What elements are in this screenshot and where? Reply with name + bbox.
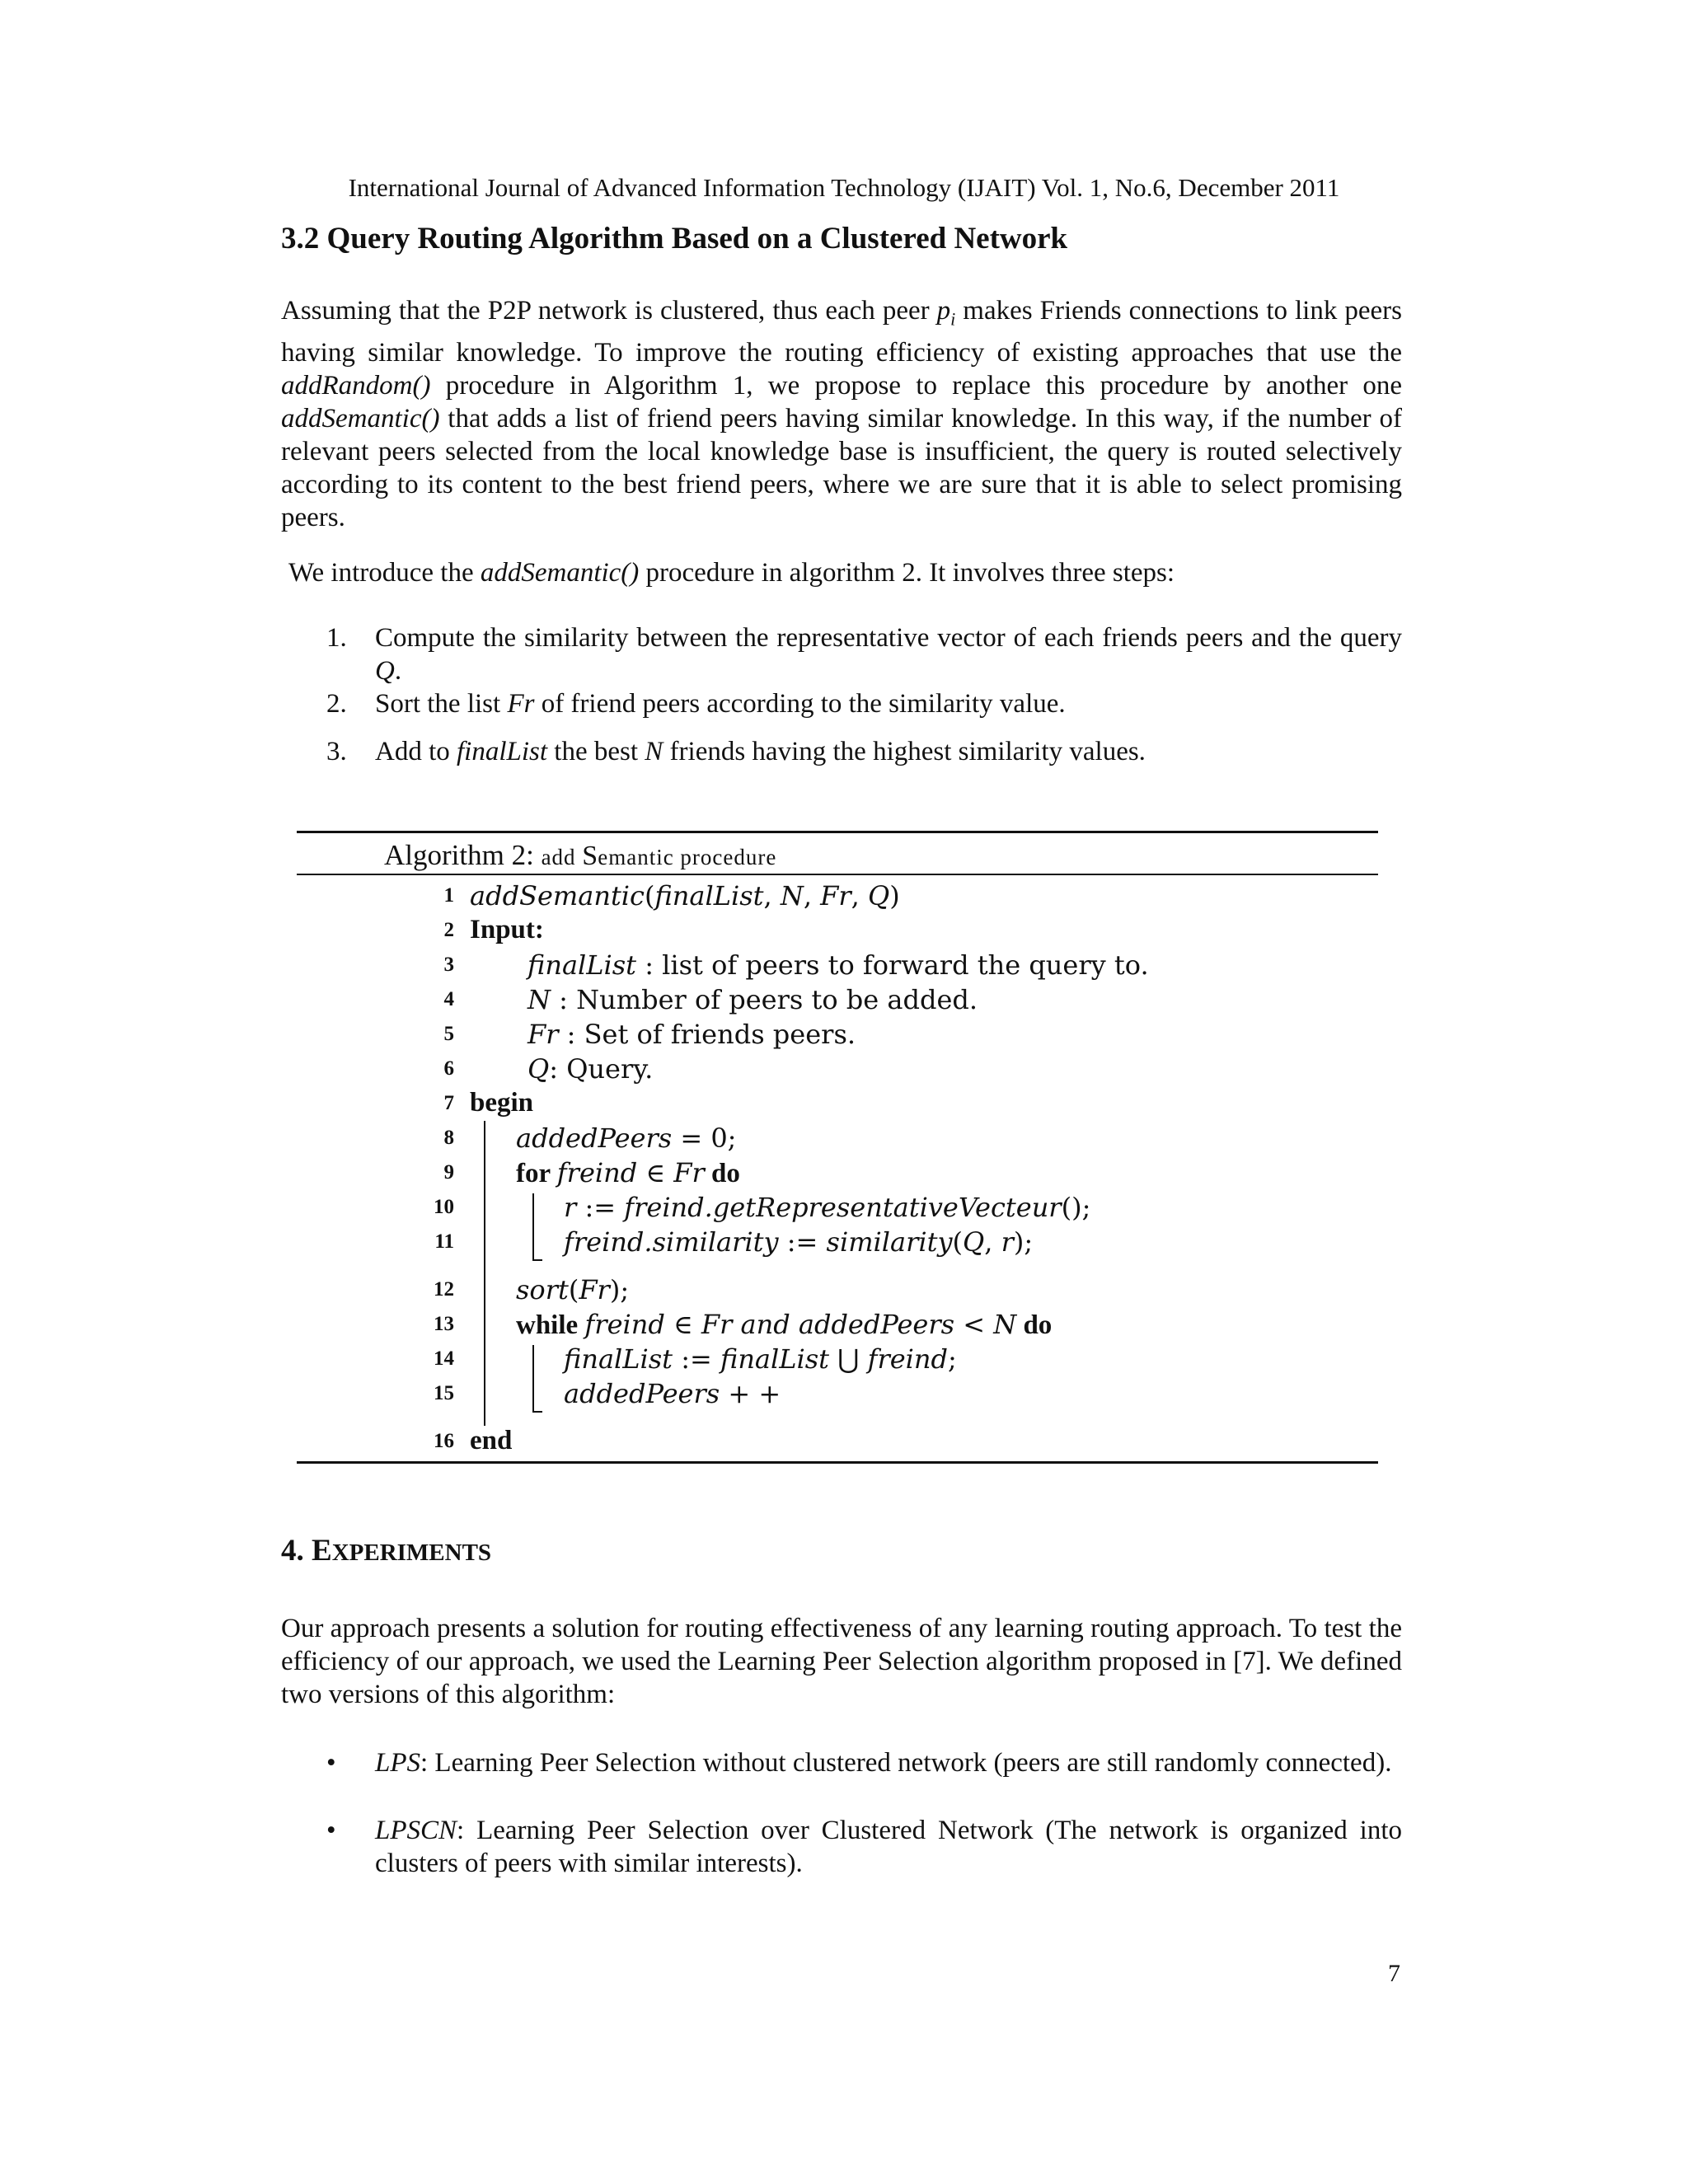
paragraph-experiments: Our approach presents a solution for routing effectiveness of any learning routing approach. To test the efficiency of our approach, we used the Learning Peer Selection algorithm proposed in [7]. We defined two versions of this algorithm: — [281, 1614, 1402, 1709]
step-number: 1. — [326, 623, 347, 653]
text-run: Sort the list — [375, 689, 508, 719]
algorithm-top-rule — [297, 831, 1378, 833]
code-sym: , — [763, 880, 781, 912]
caption-initial: S — [582, 841, 598, 871]
code-text: : Set of friends peers. — [558, 1019, 856, 1050]
text-run: makes Friends connections to link peers having similar knowledge. To improve the routing efficiency of existing approaches that use the — [281, 296, 1403, 368]
code-keyword: for — [516, 1159, 557, 1188]
text-run: Add to — [375, 737, 457, 766]
text-run: Assuming that the P2P network is clustered, thus each peer — [281, 296, 937, 326]
section-title-4 — [281, 1533, 491, 1568]
bullet-term: LPSCN — [375, 1816, 457, 1845]
code-sym: ) — [889, 880, 900, 912]
text-run: friends having the highest similarity values. — [663, 737, 1146, 766]
addsemantic-ref: addSemantic() — [480, 558, 640, 588]
title-number: 4. E — [281, 1534, 332, 1568]
step-number: 3. — [326, 737, 347, 766]
code-var: Fr — [820, 880, 851, 912]
line-number: 11 — [434, 1230, 454, 1253]
begin-block-bar — [484, 1121, 485, 1426]
text-run: : Learning Peer Selection over Clustered Network (The network is organized into clusters of peers with similar interests). — [375, 1816, 1402, 1878]
step-item-2 — [281, 687, 1402, 720]
code-var: N — [528, 984, 551, 1015]
code-sym: , — [984, 1226, 1001, 1258]
bullet-term: LPS — [375, 1748, 421, 1778]
code-sym: ( — [568, 1274, 579, 1305]
addsemantic-ref: addSemantic() — [281, 403, 440, 434]
line-number: 10 — [434, 1196, 454, 1218]
query-symbol: Q — [375, 656, 395, 686]
line-number: 9 — [443, 1161, 454, 1183]
line-number: 5 — [443, 1023, 454, 1045]
line-number: 16 — [434, 1430, 454, 1452]
code-keyword: do — [1016, 1310, 1053, 1340]
code-op: + + — [720, 1378, 781, 1409]
code-var: r — [564, 1192, 577, 1223]
code-var: r — [1001, 1226, 1014, 1258]
code-sym: , — [803, 880, 821, 912]
algorithm-bottom-rule — [297, 1461, 1378, 1464]
text-run: Compute the similarity between the representative vector of each friends peers and the query — [375, 623, 1402, 653]
line-number: 2 — [443, 919, 454, 941]
text-run: procedure in Algorithm 1, we propose to replace this procedure by another one — [430, 370, 1402, 401]
line-number: 8 — [443, 1127, 454, 1149]
text-run: the best — [547, 737, 645, 766]
code-var: Fr — [701, 1309, 733, 1340]
page-number: 7 — [1388, 1960, 1400, 1987]
line-number: 6 — [443, 1057, 454, 1080]
code-op: := — [778, 1226, 827, 1258]
code-keyword: begin — [470, 1088, 534, 1118]
code-var: Fr — [579, 1274, 610, 1305]
fr-symbol: Fr — [507, 689, 535, 719]
code-var: Fr — [673, 1157, 705, 1188]
line-number: 14 — [434, 1347, 454, 1370]
code-var: addedPeers — [798, 1309, 955, 1340]
code-text: : list of peers to forward the query to. — [636, 949, 1149, 981]
line-number: 13 — [434, 1313, 454, 1335]
code-var: addedPeers — [516, 1122, 673, 1154]
code-fn: addSemantic — [470, 880, 645, 912]
code-var: Fr — [528, 1019, 559, 1050]
code-keyword: do — [704, 1159, 740, 1188]
code-text: = 0; — [672, 1122, 737, 1154]
code-op: := — [673, 1343, 720, 1375]
code-text: : Number of peers to be added. — [551, 984, 978, 1015]
text-run: of friend peers according to the similarity value. — [534, 689, 1066, 719]
code-var: finalList — [654, 880, 764, 912]
code-keyword: while — [516, 1310, 585, 1340]
text-run: We introduce the — [288, 558, 481, 588]
code-text: and — [732, 1309, 799, 1340]
code-sym: ( — [644, 880, 655, 912]
peer-symbol: p — [936, 296, 951, 326]
algorithm-caption — [384, 839, 776, 872]
section-title-3-2: 3.2 Query Routing Algorithm Based on a Clustered Network — [281, 222, 1068, 255]
line-number: 1 — [443, 884, 454, 907]
text-run: procedure in algorithm 2. It involves three steps: — [639, 558, 1175, 588]
code-var: freind — [584, 1309, 665, 1340]
code-var: finalList — [528, 949, 637, 981]
code-var: N — [993, 1309, 1017, 1340]
line-number: 7 — [443, 1092, 454, 1114]
line-number: 3 — [443, 954, 454, 976]
n-symbol: N — [645, 737, 663, 766]
code-sym: ; — [948, 1343, 957, 1375]
code-var: Q — [528, 1053, 550, 1085]
paragraph-clustered-network — [281, 294, 1402, 534]
code-var: freind — [867, 1343, 948, 1375]
for-block-foot — [532, 1259, 542, 1261]
code-text: ( — [952, 1226, 964, 1258]
code-sym: ); — [1013, 1226, 1034, 1258]
paragraph-introduce-procedure — [288, 556, 1409, 589]
code-sym: , — [851, 880, 868, 912]
code-var: addedPeers — [564, 1378, 720, 1409]
code-op: < — [954, 1309, 994, 1340]
code-op: ⋃ — [829, 1343, 868, 1375]
line-number: 4 — [443, 988, 454, 1010]
step-item-3 — [281, 735, 1402, 768]
code-var: Q — [868, 880, 890, 912]
title-rest: XPERIMENTS — [331, 1540, 492, 1566]
line-number: 15 — [434, 1382, 454, 1404]
code-op: := — [576, 1192, 625, 1223]
caption-word: add — [541, 845, 583, 869]
algorithm-2-block — [297, 831, 1378, 1464]
bullet-marker: • — [326, 1748, 336, 1778]
running-header: International Journal of Advanced Information Technology (IJAIT) Vol. 1, No.6, December 2011 — [348, 173, 1340, 202]
code-text: (); — [1061, 1192, 1091, 1223]
peer-subscript: i — [950, 308, 956, 330]
code-op: ∈ — [637, 1157, 674, 1188]
code-fn: sort — [516, 1274, 569, 1305]
bullet-item-lps — [281, 1746, 1402, 1779]
text-run: . — [394, 656, 402, 686]
code-var: Q — [963, 1226, 985, 1258]
finallist-symbol: finalList — [457, 737, 548, 766]
code-var: similarity — [826, 1226, 953, 1258]
for-block-bar — [532, 1193, 534, 1261]
caption-colon: : — [526, 839, 542, 871]
step-number: 2. — [326, 689, 347, 719]
code-var: N — [780, 880, 804, 912]
step-item-1 — [281, 621, 1402, 687]
while-block-foot — [532, 1411, 542, 1413]
code-var: finalList — [564, 1343, 673, 1375]
bullet-item-lpscn — [281, 1814, 1402, 1880]
addrandom-ref: addRandom() — [281, 370, 431, 401]
text-run: : Learning Peer Selection without clustered network (peers are still randomly connected). — [420, 1748, 1392, 1778]
bullet-marker: • — [326, 1816, 336, 1845]
code-text: : Query. — [549, 1053, 654, 1085]
algorithm-caption-rule — [297, 874, 1378, 875]
while-block-bar — [532, 1345, 534, 1413]
code-sym: ); — [609, 1274, 630, 1305]
code-var: freind — [556, 1157, 638, 1188]
text-run: that adds a list of friend peers having similar knowledge. In this way, if the number of relevant peers selected from the local knowledge base is insufficient, the query is routed selectively according to its content to the best friend peers, where we are sure that it is able to select promising peers. — [281, 403, 1402, 532]
code-var: finalList — [720, 1343, 829, 1375]
line-number: 12 — [434, 1278, 454, 1301]
code-var: freind.getRepresentativeVecteur — [624, 1192, 1062, 1223]
code-keyword: Input: — [470, 915, 544, 944]
code-var: freind.similarity — [564, 1226, 779, 1258]
code-op: ∈ — [664, 1309, 701, 1340]
code-keyword: end — [470, 1426, 513, 1455]
caption-word: emantic procedure — [598, 845, 777, 869]
algorithm-label: Algorithm 2 — [384, 839, 527, 871]
